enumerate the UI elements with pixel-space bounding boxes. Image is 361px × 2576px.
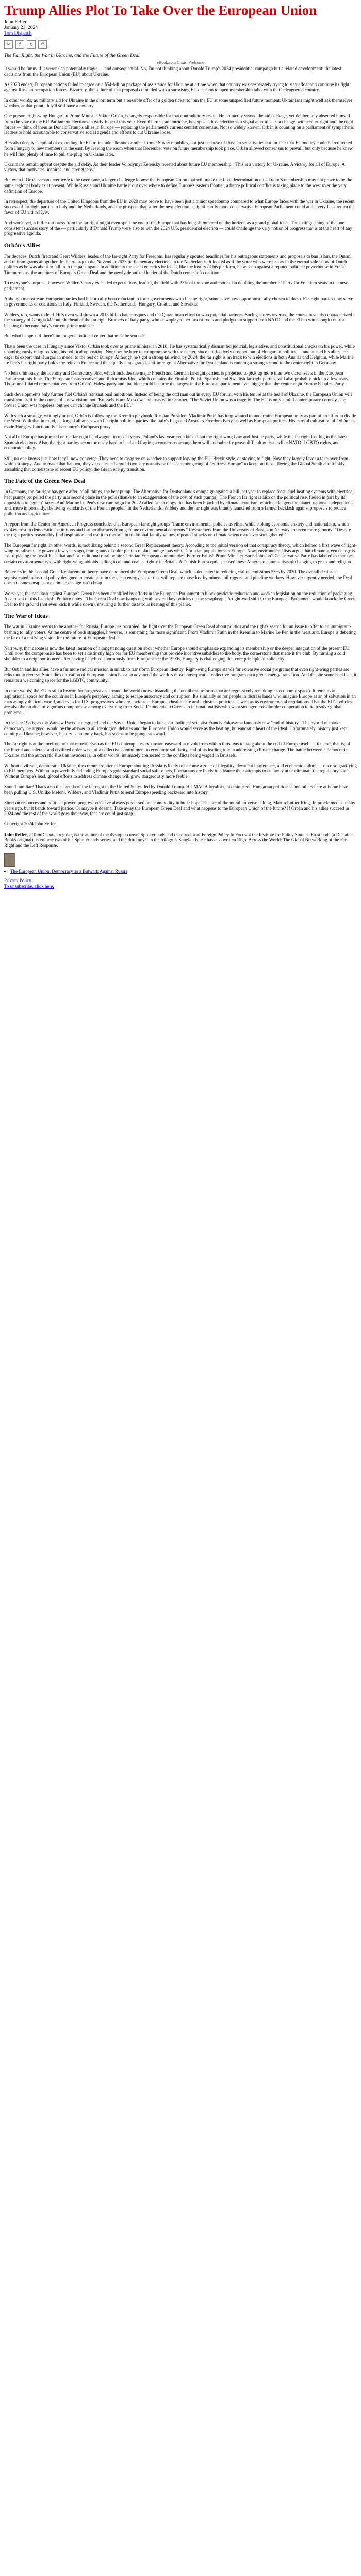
article-paragraph: In Germany, the far right has gone after, of all things, the heat pump. The Alternative for Deutschland's campaign against a bill last year to replace fossil-fuel heating systems with electrical heat pumps propelled the party into second place in the polls (thanks to an exaggeration of the cost of such pumps). The French far right is also on the political rise, fueled in part by its opposition to "green" taxes. And Marine Le Pen's new campaign for 2022 called "an ecology that has been hijacked by climate terrorism, which endangers the planet, national independence and, more importantly, the living standards of the French people." In the Netherlands, Wilders and the far right was bluntly launched from a farmer backlash against proposals to reduce pollution and agriculture. (4, 489, 355, 516)
article-page (0, 0, 361, 889)
article-paragraph: Narrowly, that debate is now the latest iteration of a longstanding question about whether Europe should emphasize expanding its membership or the deeper integration of the present EU. Until now, the compromise has been to set a distinctly high bar for EU membership that provide incentive subsidies to the body, the cornerstone that made it the club. By turning a cold shoulder to a neighbor in need after having benefited enormously from Europe since the 1990s, Hungary is challenging that core principle of solidarity. (4, 645, 351, 662)
article-paragraph: In retrospect, the departure of the United Kingdom from the EU in 2020 may prove to have been just a minor speedbump compared to what Europe faces with the war in Ukraine, the recent success of far-right parties in Italy and the Netherlands, and the prospect that, after the next election, a significantly more conservative European Parliament could at the very least return the favor of EU aid to Kyiv. (4, 198, 355, 215)
article-paragraph: Wilders, too, wants to lead. He's even withdrawn a 2018 bill to ban mosques and the Quran in an effort to woo potential partners. Such gestures reversed the course have also characterized the strategy of Giorgia Meloni, the head of the far-right Brothers of Italy party, who downplayed her fascist roots and pledged to support both NATO and the EU to win enough centrist backing to become Italy's current prime minister. (4, 312, 352, 328)
author-bio-name: John Feffer (4, 832, 27, 837)
page-footer (4, 878, 357, 889)
article-paragraph: That's been the case in Hungary since Viktor Orbán took over as prime minister in 2010. He has systematically dismantled judicial, legislative, and constitutional checks on his power, while unambiguously marginalizing his political opposition. Nor does he have to compromise with the center, since it effectively dropped out of Hungarian politics — and he and his allies are eager to export that Hungarian model to the rest of Europe. Although he's got a strong tailwind, by 2024, the far right is on track to win elections in both Austria and Belgium, while Marine Le Pen's far-right party holds the reins in France and the equally anteegrated, anti-immigrant Alternative für Deutschland is running a strong second to the center-right in Germany. (4, 344, 355, 365)
author-bio-text: , a TomDispatch regular, is the author of the dystopian novel Splinterlands and the director of Foreign Policy In Focus at the Institute for Policy Studies. Frostlands (a Dispatch Books original), is volume two of his Splinterlands series, and the third novel in the trilogy is Songlands. He has also written Right Across the World: The Global Networking of the Far-Right and the Left Response. (4, 832, 353, 848)
article-paragraph: The European far right, in other words, is mobilizing behind a second Great Replacement theory. According to the initial version of that conspiracy theory, which helped a first wave of right-wing populism take power a few years ago, immigrants of color plan to replace indigenous white Christian populations in Europe. Now, environmentalists argue that climate-green energy is fast replacing the fossil fuels that anchor traditional rural, white Christian European communities. Former British Prime Minister Boris Johnson's Conservative Party has labeled as maniacs certain environmentalists, with right-wing tabloids calling to oil and coal as rightly in Britain. A Danish Eurosceptic accused these American communists of changing to grass and religion. (4, 543, 357, 565)
byline (4, 20, 357, 37)
publish-date: January 23, 2024 (4, 25, 38, 30)
article-paragraph: In the late 1980s, as the Warsaw Pact disintegrated and the Soviet Union began to fall apart, political scientist Francis Fukuyama famously saw "end of history." The hybrid of market democracy, he argued, would be the answer to all ideological debates and the European Union would serve as the beating, bureaucratic heart of the ideal. Unfortunately, history just kept coming at Ukraine; however, history is not only back, but seems to be going backward. (4, 720, 348, 737)
article-paragraph: For decades, Dutch firebrand Geert Wilders, leader of the far-right Party for Freedom, has regularly spouted headlines for his outrageous statements and proposals to ban Islam, the Quran, and re immigrants altogether. In the run-up to the November 2023 parliamentary elections in the Netherlands, it looked as if the voter who were just as in the eternal side-show of Dutch politics as he was about to fall in to the pack again. In addition to the usual eclectics he faced, like the luxury of his platform, he was up against a reputed political powerhouse in Frans Timmermans, the architect of Europe's Green Deal and the newly deputized leader of the Dutch center-left coalition. (4, 253, 352, 275)
source-link[interactable]: Tom Dispatch (4, 31, 32, 36)
article-image-placeholder: eBook.com Crisis_Welcome (157, 60, 204, 65)
article-paragraph: With such a strategy, wittingly or not, Orbán is following the Kremlin playbook. Russian President Vladimir Putin has long wanted to undermine European unity as part of an effort to divide the West. With that in mind, he forged alliances with far-right political parties like Italy's Lega and Austria's Freedom Party, as well as European politics. His careful cultivation of Orbán has made Hungary functionally his country's European proxy. (4, 413, 356, 429)
article-paragraph: In other words, the EU is still a beacon for progressives around the world (notwithstanding the neoliberal reforms that are regressively remaking its economic space). It remains an aspirational space for the countries in Europe's periphery, aiming to escape autocracy and corruption. It's similarly so for people in distress lands who imagine Europe as an of salvation in an increasingly difficult world, and even for U.S. progressives who are envious of European health care and industrial policies, as well as its environmental regulations. That the EU's policies are also the product of vigorous compromise among everything from Social Democrats to Greens to internationalists who want stronger cross-border cooperation to help solve global problems. (4, 688, 356, 715)
article-paragraph: Worse yet, the backlash against Europe's Green has been amplified by efforts in the European Parliament to block pesticide reduction and weaken legislation on the reduction of packaging. As a result of this backlash, Politico notes, "The Green Deal now hangs on, with several key policies on the scrapheap." A right-wed shift in the European Parliament would knock the Green Deal to the ground (not even kick it while down), ensuring a further disastrous heating of this planet. (4, 590, 356, 607)
article-paragraph: Not all of Europe has jumped on the far-right bandwagon, in recent years. Poland's last year even kicked out the right-wing Law and Justice party, while the far right lost big in the latest Spanish elections. Also, the right parties are notoriously hard to lead and forging a consensus among them will undoubtedly prove difficult on issues like NATO, LGBTQ rights, and economic policy. (4, 434, 348, 451)
article-title: Trump Allies Plot To Take Over the European Union (4, 3, 317, 18)
article-paragraph: He's also deeply skeptical of expanding the EU to include Ukraine or other former Soviet republics, not just because of Russian sensitivities but for fear that EU money could be redirected from Hungary to new members in the east. By leaving the room when that December vote on future membership took place, Orbán allowed consensus to prevail, but only because he knew he will find plenty of time to pull the plug on Ukraine later. (4, 140, 353, 157)
article-paragraph: The far right is at the forefront of that retreat. Even as the EU contemplates expansion eastward, a revolt from within threatens to hang about the end of Europe itself — the end, that is, of the liberal and tolerant and civilized order wise, of a collective commitment to economic solidarity, and of its leading role in addressing climate change. The battle between a democratic Ukraine and the autocratic Russian invaders is, in other words, intimately connected to the conflicts being waged in Brussels. (4, 741, 351, 758)
article-paragraph: Believers in this second Great Replacement theory have denounced the European Green Deal, which is dedicated to reducing carbon emissions 55% by 2030. The overall deal is a sophisticated industrial policy designed to create jobs in the clean energy sector that will replace those lost by miners, oil riggers, and pipeline workers. However urgently needed, the Deal doesn't come cheap, since climate change isn't cheap. (4, 569, 352, 586)
author-photo (4, 853, 15, 867)
article-paragraph: To everyone's surprise, however, Wilders's party exceeded expectations, leading the field with 23% of the vote and more than doubling the number of Party for Freedom seats in the new parliament. (4, 280, 348, 291)
article-paragraph: Short on resources and political power, progressives have always possessed one commodity in bulk: hope. The arc of the moral universe is long, Martin Luther King, Jr. proclaimed so many years ago, but it bends toward justice. Or maybe it doesn't. Take away the European Green Deal and what happens to the European Union of the future? If Orbán and his allies succeed in 2024 and the rest of the world goes their way, that arc could just snap. (4, 800, 355, 817)
share-facebook-icon[interactable]: f (15, 40, 24, 49)
tag-item (10, 869, 357, 874)
article-paragraph: Such developments only further fuel Orbán's transnational ambitions. Instead of being the odd man out in every EU forum, with his tenure at the head of Ukraine, the European Union will transform itself in the course of a new vision: not "Brussels is not Moscow," he insisted in October. "The Soviet Union was a tragedy. The EU is only a mild contemporary comedy. The Soviet Union was hopeless, but we can change Brussels and the EU." (4, 392, 352, 408)
section-heading-war-of-ideas: The War of Ideas (4, 613, 48, 620)
article-paragraph: A report from the Center for American Progress concludes that European far-right groups "frame environmental policies as elitist while stoking economic anxiety and nationalism, which evokes trust in democratic institutions and further distracts from genuine environmental concerns." Researchers from the University of Bergen in Norway are even more gloomy: "Despite the right parties reasonably find inspiration and use it to rhetoric in traditional family values, repeated attacks on climate science are ever strengthened." (4, 521, 351, 538)
privacy-policy-link[interactable]: Privacy Policy (4, 877, 31, 883)
author-name: John Feffer (4, 20, 27, 25)
article-paragraph: Sound familiar? That's also the agenda of the far right in the United States, led by Donald Trump. His MAGA loyalists, his ministers, Hungarian politicians and others here at home have been pulling U.S. Unlike Meloni, Wilders, and Vladimir Putin to send Europe speeding backward into history. (4, 784, 348, 795)
article-subtitle: The Far Right, the War in Ukraine, and the Future of the Green Deal (4, 53, 140, 58)
section-green-deal (4, 489, 357, 607)
article-paragraph: Although mainstream European parties had historically been reluctant to form governments with far-the right, some have now opportunistically chosen to do so. Far-right parties now serve in governments or coalitions in Italy, Finland, Sweden, the Netherlands, Hungary, Croatia, and Slovakia. (4, 296, 353, 307)
article-body (4, 66, 357, 874)
section-heading-green-deal: The Fate of the Green New Deal (4, 478, 86, 485)
author-bio (4, 832, 357, 849)
article-paragraph: One person, right-wing Hungarian Prime Minister Viktor Orbán, is largely responsible for that contradictory result. He pointedly vetoed the aid package, yet deliberately absented himself from the vote on the EU Parliament elections in early June of this year. Even the rules are intricate, he expects those elections to signal a political sea change, with center-right and the right forces — think of them as Donald Trump's allies in Europe — replacing the parliament's current centrist consensus. Not so widely known, Orbán is counting on a parliament of sympathetic leaders to hold accountable to conservative social agenda and efforts to cut Ukraine loose. (4, 113, 354, 135)
share-print-icon[interactable]: ⎙ (38, 40, 47, 49)
share-email-icon[interactable]: ✉ (4, 40, 13, 49)
share-buttons (4, 40, 357, 49)
section-orbans-allies (4, 253, 357, 472)
article-paragraph: And worse yet, a full-court press from the far right might even spell the end of the Europe that has long shimmered on the horizon as a grand global ideal. The extinguishing of the one consistent success story of the — particularly if Donald Trump were also to win the 2024 U.S. presidential election — could challenge the very notion of progress that is at the heart of any progressive agenda. (4, 220, 353, 236)
tag-list (4, 869, 357, 874)
article-paragraph: As 2023 ended, European nations failed to agree on a $54-billion package of assistance for Ukraine at a time when that country was desperately trying to stay afloat and continue its fight against Russian occupation forces. Bizarrely, the failure of that proposal coincided with a surprising EU decision to open membership talks with that beleaguered country. (4, 81, 350, 93)
article-paragraph: Without a vibrant, democratic Ukraine, the cramm frontier of Europe abutting Russia is likely to become a zone of illegality, decadent intolerance, and economic failure — once so gratifying to EU members. Without a powerfully defending Europe's gold-standard social safety nets, libertarians are likely to advance their attempts to cut away at or eliminate the regulatory state. Without Europe's lead, global efforts to address climate change will grow dangerously more feeble. (4, 762, 357, 779)
section-war-of-ideas (4, 624, 357, 816)
article-paragraph: In other words, no military aid for Ukraine in the short term but a possible offer of a golden ticket to join the EU at some unspecified future moment. Ukrainians might well ask themselves whether, at that point, they'll still have a country. (4, 97, 353, 109)
unsubscribe-link[interactable]: To unsubscribe, click here. (4, 883, 54, 889)
article-paragraph: The war in Ukraine seems to be another for Russia. Europe has occupied, the fight over the European Green Deal about politics and the right's search for an issue to offer to an immigrant-bashing to rally voters. At the centre of both struggles, however, is something far more significant. From Vladimir Putin in the Kremlin to Marine Le Pen in the heartland, Europe is debating the fate of a unifying vision for the future of European ideals. (4, 624, 356, 640)
article-paragraph: But Orbán and his allies have a far more radical mission in mind: to transform European identity. Right-wing Europe stands for extensive social programs that even right-wing parties are reluctant to reverse. Since the cultivation of European Union has also advanced the world's most consequential collective program on a green energy transition. And despite some backlash, it remains a welcoming space for the LGBTQ community. (4, 667, 357, 683)
article-paragraph: No less ominously, the Identity and Democracy bloc, which includes the major French and German far-right parties, is projected to pick up more than two dozen seats in the European Parliament this June. The European Conservatives and Reformists bloc, which contains the Finnish, Polish, Spanish, and Swedish far-right parties, will also probably pick up a few seats. Those unaffiliated representatives from Orbán's Fidesz party and that bloc could become the largest in the European parliament even bigger than the center-right Europe People's Party. (4, 370, 349, 387)
copyright: Copyright 2024 John Feffer (4, 821, 56, 827)
article-paragraph: But even if Orbán's maneuver were to be overcome, a larger challenge looms: the European Union that will make the final determination on Ukraine's membership may not prove to be the same regional body as at present. While Russia and Ukraine battle it out over where to define Europe's eastern frontier, a fierce political conflict is taking place to the west over the very definition of Europe. (4, 177, 352, 194)
section-heading-orbans-allies: Orbán's Allies (4, 243, 40, 249)
share-twitter-icon[interactable]: t (27, 40, 36, 49)
article-paragraph: But what happens if there's no longer a political center that must be wooed? (4, 333, 145, 338)
article-paragraph: It would be funny if it weren't so potentially tragic — and consequential. No, I'm not thinking about Donald Trump's 2024 presidential campaign but a related development: the latest decisions from the European Union (EU) about Ukraine. (4, 66, 341, 77)
article-paragraph: Still, no one knows just how they'll now converge. They need to disagree on whether to support leaving the EU, Brexit-style, or staying to fight. Now they largely favor a take-over-from-within strategy. And to make that happen, they've coalesced around two key narratives: the scaremongering of "Fortress Europe" to keep out those fleeing the Global South and frankly assaulting that cornerstone of recent EU policy: the Green energy transition. (4, 455, 350, 472)
tag-link[interactable]: The European Union: Democracy as a Bulwark Against Russia (10, 868, 127, 874)
article-paragraph: Ukrainians remain upbeat despite the aid delay. As their leader Volodymyr Zelensky tweeted about future EU membership, "This is a victory for Ukraine. A victory for all of Europe. A victory that motivates, inspires, and strengthens." (4, 161, 345, 173)
intro-section (4, 66, 357, 236)
